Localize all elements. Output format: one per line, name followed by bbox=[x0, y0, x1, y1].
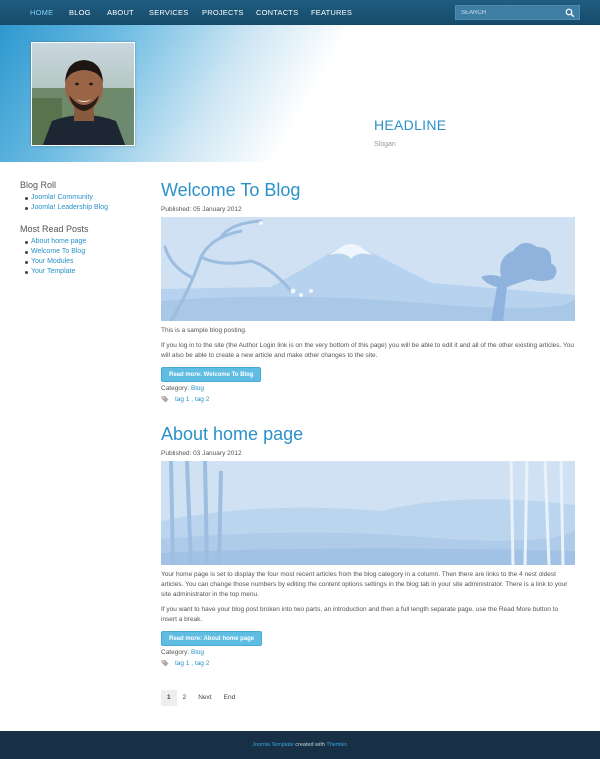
category-link[interactable]: Blog bbox=[191, 649, 205, 656]
blog-roll-link[interactable]: Joomla! Leadership Blog bbox=[31, 204, 109, 211]
blog-roll-title: Blog Roll bbox=[20, 180, 57, 190]
page-2-button[interactable]: 2 bbox=[182, 694, 187, 701]
mountain-blossom-image bbox=[161, 217, 575, 321]
article-title[interactable]: About home page bbox=[161, 424, 304, 444]
read-more-button[interactable]: Read more: About home page bbox=[161, 631, 262, 646]
most-read-title: Most Read Posts bbox=[20, 224, 89, 234]
footer bbox=[0, 731, 600, 759]
header-banner bbox=[0, 25, 600, 162]
category-label: Category: bbox=[161, 385, 190, 392]
most-read-link[interactable]: Welcome To Blog bbox=[31, 248, 86, 255]
pagination bbox=[161, 690, 241, 706]
blog-roll-list bbox=[25, 193, 140, 213]
search-box bbox=[455, 5, 580, 20]
nav-features[interactable]: FEATURES bbox=[311, 8, 353, 17]
tag-separator: , bbox=[189, 659, 195, 667]
site-headline: HEADLINE bbox=[374, 117, 447, 133]
site-slogan: Slogan bbox=[374, 141, 396, 148]
themler-link[interactable]: Themler bbox=[326, 742, 347, 748]
article-text: If you want to have your blog post broken into two parts, an introduction and then a full length separate page, use the Read More button to insert a break. bbox=[161, 606, 559, 623]
published-date: Published: 05 January 2012 bbox=[161, 206, 242, 213]
article-title[interactable]: Welcome To Blog bbox=[161, 180, 301, 200]
nav-about[interactable]: ABOUT bbox=[107, 8, 134, 17]
footer-period: . bbox=[346, 742, 348, 748]
category-label: Category: bbox=[161, 649, 190, 656]
footer-text: created with bbox=[293, 742, 327, 748]
list-item bbox=[25, 247, 140, 257]
category-line bbox=[161, 649, 575, 656]
page-1-button[interactable]: 1 bbox=[161, 690, 177, 706]
bamboo-landscape-image bbox=[161, 461, 575, 565]
most-read-list bbox=[25, 237, 140, 277]
article-text: If you log in to the site (the Author Login link is on the very bottom of this page) you will be able to edit it and all of the other existing articles. You will also be able to create a new article and make other changes to the site. bbox=[161, 342, 574, 359]
list-item bbox=[25, 193, 140, 203]
top-navigation bbox=[0, 0, 600, 25]
tag-icon bbox=[161, 659, 169, 667]
tags-line bbox=[161, 659, 575, 667]
article-text: Your home page is set to display the four most recent articles from the blog category in a column. Then there are links to the 4 nest oldest articles. You can change those numbers by editing the content options settings in the blog tab in your site administrator. There is a link to your site administrator in the top menu. bbox=[161, 571, 568, 598]
end-button[interactable]: End bbox=[223, 694, 236, 701]
list-item bbox=[25, 257, 140, 267]
tag-link[interactable]: tag 2 bbox=[194, 659, 210, 667]
blog-roll-link[interactable]: Joomla! Community bbox=[31, 194, 93, 201]
tag-separator: , bbox=[189, 395, 195, 403]
nav-projects[interactable]: PROJECTS bbox=[202, 8, 244, 17]
list-item bbox=[25, 267, 140, 277]
most-read-link[interactable]: Your Template bbox=[31, 268, 76, 275]
avatar bbox=[31, 42, 135, 146]
read-more-button[interactable]: Read more: Welcome To Blog bbox=[161, 367, 261, 382]
tag-link[interactable]: tag 1 bbox=[175, 659, 190, 667]
list-item bbox=[25, 237, 140, 247]
nav-services[interactable]: SERVICES bbox=[149, 8, 189, 17]
list-item bbox=[25, 203, 140, 213]
tags-line bbox=[161, 395, 575, 403]
nav-contacts[interactable]: CONTACTS bbox=[256, 8, 299, 17]
tag-icon bbox=[161, 395, 169, 403]
tag-link[interactable]: tag 2 bbox=[194, 395, 210, 403]
nav-blog[interactable]: BLOG bbox=[69, 8, 91, 17]
published-date: Published: 03 January 2012 bbox=[161, 450, 242, 457]
category-line bbox=[161, 385, 575, 392]
sidebar bbox=[20, 180, 140, 288]
search-icon[interactable] bbox=[565, 8, 575, 18]
search-input[interactable] bbox=[461, 8, 561, 18]
tag-link[interactable]: tag 1 bbox=[175, 395, 190, 403]
next-button[interactable]: Next bbox=[198, 694, 212, 701]
most-read-link[interactable]: About home page bbox=[31, 238, 87, 245]
article-text: This is a sample blog posting. bbox=[161, 327, 247, 334]
portrait-image bbox=[32, 43, 135, 146]
joomla-template-link[interactable]: Joomla Template bbox=[252, 742, 294, 748]
article-welcome bbox=[161, 180, 575, 403]
nav-home[interactable]: HOME bbox=[30, 8, 54, 17]
category-link[interactable]: Blog bbox=[191, 385, 205, 392]
article-about bbox=[161, 424, 575, 667]
most-read-link[interactable]: Your Modules bbox=[31, 258, 74, 265]
